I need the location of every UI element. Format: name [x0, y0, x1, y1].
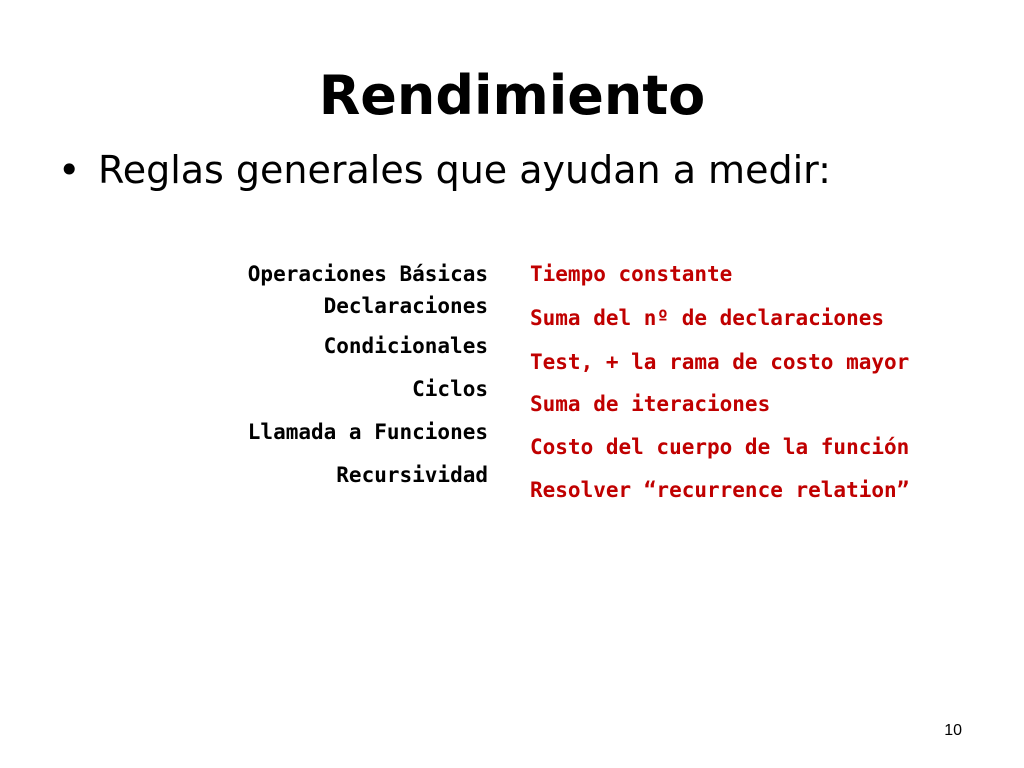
operation-column — [150, 258, 488, 496]
bullet-item — [58, 142, 831, 198]
cost-rule-label: Resolver “recurrence relation” — [530, 478, 910, 502]
bullet-text: Reglas generales que ayudan a medir: — [98, 148, 831, 192]
slide-title: Rendimiento — [318, 64, 706, 127]
cost-rule-label: Suma del nº de declaraciones — [530, 306, 885, 330]
page-number: 10 — [944, 722, 962, 739]
bullet-point-icon: • — [58, 148, 81, 192]
cost-rule-label: Tiempo constante — [530, 262, 733, 286]
cost-rule-label: Suma de iteraciones — [530, 392, 771, 416]
operation-label: Recursividad — [336, 463, 488, 487]
operation-label: Condicionales — [323, 334, 488, 358]
operation-label: Operaciones Básicas — [247, 262, 488, 286]
cost-rule-label: Costo del cuerpo de la función — [530, 435, 910, 459]
cost-rule-label: Test, + la rama de costo mayor — [530, 350, 910, 374]
operation-label: Declaraciones — [323, 294, 488, 318]
operation-label: Llamada a Funciones — [247, 420, 488, 444]
operation-label: Ciclos — [412, 377, 488, 401]
cost-rule-column — [530, 258, 1000, 516]
